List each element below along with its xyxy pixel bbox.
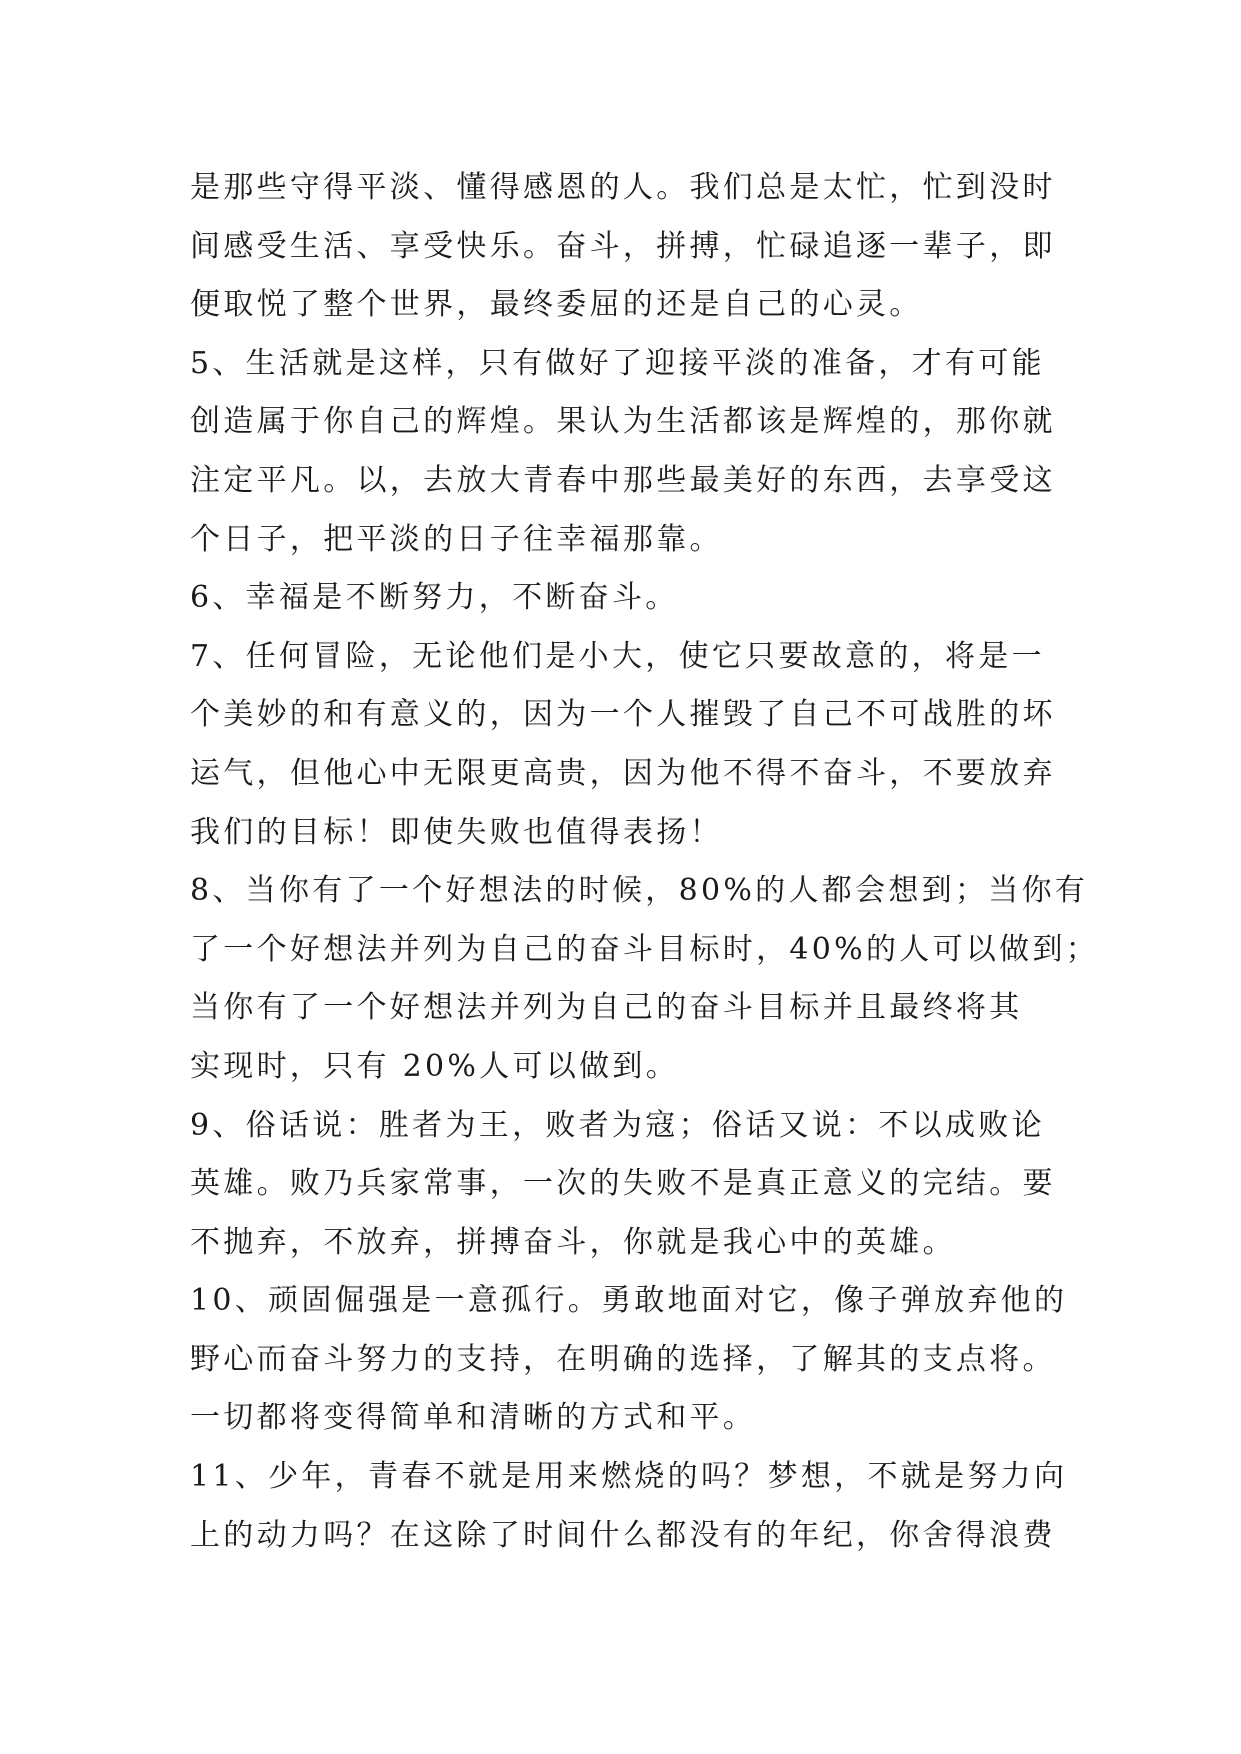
text-line: 一切都将变得简单和清晰的方式和平。	[190, 1400, 757, 1436]
text-line: 10、顽固倔强是一意孤行。勇敢地面对它，像子弹放弃他的	[190, 1283, 1068, 1319]
text-line: 实现时，只有 20%人可以做到。	[190, 1048, 680, 1084]
text-line: 英雄。败乃兵家常事，一次的失败不是真正意义的完结。要	[190, 1166, 1056, 1202]
body-text	[190, 159, 1100, 1565]
text-line: 间感受生活、享受快乐。奋斗，拼搏，忙碌追逐一辈子，即	[190, 228, 1056, 264]
text-line: 野心而奋斗努力的支持，在明确的选择，了解其的支点将。	[190, 1341, 1056, 1377]
text-line: 个日子，把平淡的日子往幸福那靠。	[190, 521, 723, 557]
text-line: 个美妙的和有意义的，因为一个人摧毁了自己不可战胜的坏	[190, 697, 1056, 733]
text-line: 5、生活就是这样，只有做好了迎接平淡的准备，才有可能	[190, 345, 1045, 381]
text-line: 了一个好想法并列为自己的奋斗目标时，40%的人可以做到；	[190, 931, 1100, 967]
text-line: 我们的目标！即使失败也值得表扬！	[190, 814, 723, 850]
text-line: 8、当你有了一个好想法的时候，80%的人都会想到；当你有	[190, 873, 1089, 909]
text-line: 注定平凡。以，去放大青春中那些最美好的东西，去享受这	[190, 462, 1056, 498]
text-line: 创造属于你自己的辉煌。果认为生活都该是辉煌的，那你就	[190, 404, 1056, 440]
text-line: 运气，但他心中无限更高贵，因为他不得不奋斗，不要放弃	[190, 755, 1056, 791]
text-line: 上的动力吗？在这除了时间什么都没有的年纪，你舍得浪费	[190, 1517, 1056, 1553]
text-line: 7、任何冒险，无论他们是小大，使它只要故意的，将是一	[190, 638, 1045, 674]
text-line: 11、少年，青春不就是用来燃烧的吗？梦想，不就是努力向	[190, 1459, 1068, 1495]
text-line: 当你有了一个好想法并列为自己的奋斗目标并且最终将其	[190, 990, 1023, 1026]
text-line: 不抛弃，不放弃，拼搏奋斗，你就是我心中的英雄。	[190, 1224, 956, 1260]
text-line: 便取悦了整个世界，最终委屈的还是自己的心灵。	[190, 287, 923, 323]
text-line: 6、幸福是不断努力，不断奋斗。	[190, 580, 679, 616]
text-line: 9、俗话说：胜者为王，败者为寇；俗话又说：不以成败论	[190, 1107, 1045, 1143]
text-line: 是那些守得平淡、懂得感恩的人。我们总是太忙，忙到没时	[190, 170, 1056, 205]
